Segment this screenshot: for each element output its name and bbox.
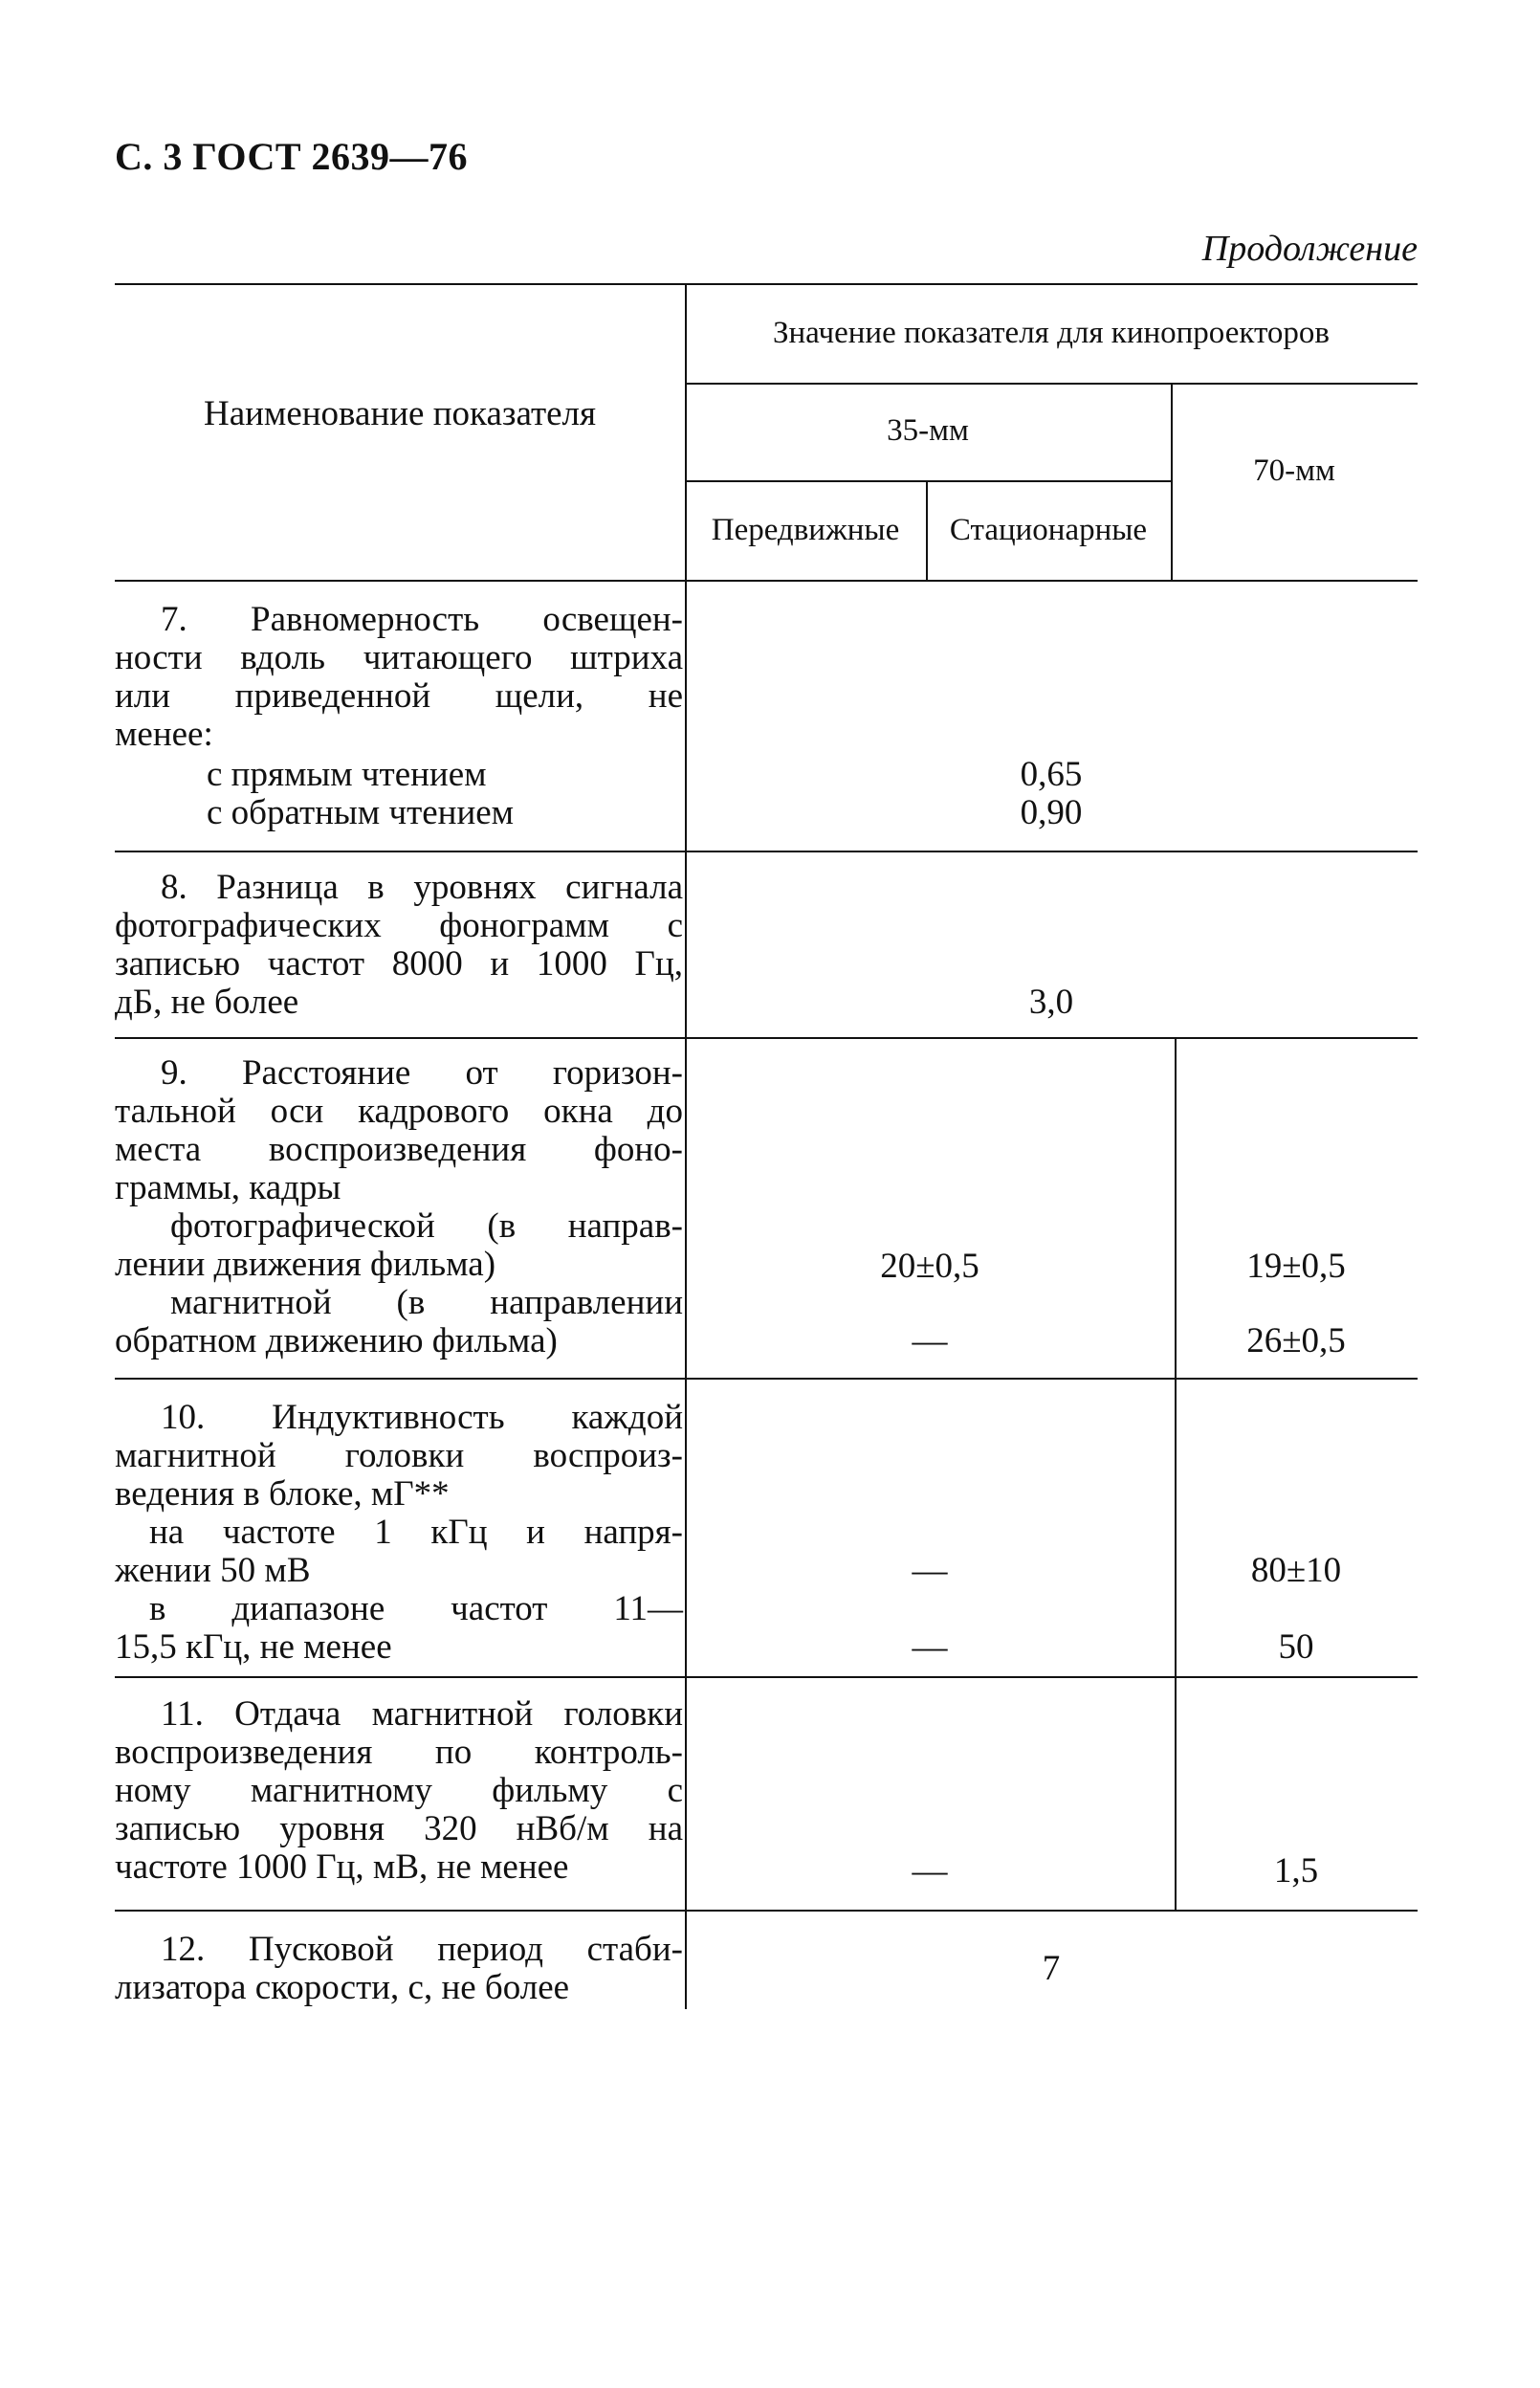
- row10-value70-2: 50: [1278, 1627, 1314, 1667]
- rule-row9: [115, 1378, 1418, 1380]
- rule-row11: [115, 1910, 1418, 1912]
- header-70mm: 70-мм: [1253, 453, 1335, 488]
- row7-line4: менее:: [115, 715, 213, 754]
- row8-line3: записью частот 8000 и 1000 Гц,: [115, 944, 683, 984]
- row9-value35-1: 20±0,5: [880, 1247, 979, 1286]
- row9-line1: 9. Расстояние от горизон-: [161, 1053, 683, 1093]
- row11-line5: частоте 1000 Гц, мВ, не менее: [115, 1847, 569, 1887]
- rule-row7: [115, 851, 1418, 852]
- continuation-label: Продолжение: [1201, 229, 1418, 269]
- row7-line2: ности вдоль читающего штриха: [115, 638, 683, 677]
- row10-value70-1: 80±10: [1250, 1551, 1342, 1590]
- rule-top: [115, 283, 1418, 285]
- row11-value70: 1,5: [1273, 1851, 1319, 1890]
- row12-line2: лизатора скорости, с, не более: [115, 1968, 570, 2007]
- row8-line1: 8. Разница в уровнях сигнала: [161, 868, 683, 907]
- row9-value70-2: 26±0,5: [1246, 1321, 1346, 1360]
- row9-line3: места воспроизведения фоно-: [115, 1130, 683, 1169]
- rule-col-70mm-rows: [1175, 1037, 1177, 1910]
- rule-value-header: [685, 383, 1418, 385]
- row9-value70-1: 19±0,5: [1246, 1247, 1346, 1286]
- parameters-table: [115, 283, 1418, 2009]
- row7-sub2: с обратным чтением: [207, 793, 515, 832]
- row10-line1: 10. Индуктивность каждой: [161, 1398, 683, 1437]
- rule-35mm: [685, 480, 1171, 482]
- row10-line4: на частоте 1 кГц и напря-: [149, 1513, 683, 1552]
- rule-row10: [115, 1676, 1418, 1678]
- row11-line2: воспроизведения по контроль-: [115, 1733, 683, 1772]
- row10-line2: магнитной головки воспроиз-: [115, 1436, 683, 1475]
- row7-value1: 0,65: [1020, 755, 1083, 794]
- row7-sub1: с прямым чтением: [207, 755, 487, 794]
- header-mobile: Передвижные: [711, 513, 900, 547]
- row9-line6: лении движения фильма): [115, 1245, 496, 1284]
- row9-line4: граммы, кадры: [115, 1168, 341, 1207]
- row10-line6: в диапазоне частот 11—: [149, 1589, 683, 1628]
- row8-line4: дБ, не более: [115, 983, 299, 1022]
- row8-line2: фотографических фонограмм с: [115, 906, 683, 945]
- header-stationary: Стационарные: [949, 513, 1148, 547]
- rule-row8: [115, 1037, 1418, 1039]
- col-name-header: Наименование показателя: [203, 394, 597, 433]
- row11-line1: 11. Отдача магнитной головки: [161, 1694, 683, 1734]
- row10-line5: жении 50 мВ: [115, 1551, 311, 1590]
- header-35mm: 35-мм: [887, 413, 969, 448]
- row10-line7: 15,5 кГц, не менее: [115, 1627, 392, 1667]
- rule-header-bottom: [115, 580, 1418, 582]
- row10-value35-2: —: [912, 1627, 948, 1667]
- page-header: С. 3 ГОСТ 2639—76: [115, 135, 469, 178]
- row7-line3: или приведенной щели, не: [115, 676, 683, 716]
- row12-line1: 12. Пусковой период стаби-: [161, 1930, 683, 1969]
- row11-value35: —: [912, 1851, 948, 1890]
- row7-value2: 0,90: [1020, 793, 1083, 832]
- row9-line8: обратном движению фильма): [115, 1321, 558, 1360]
- row10-line3: ведения в блоке, мГ**: [115, 1474, 450, 1514]
- row12-value: 7: [1042, 1949, 1061, 1988]
- value-header: Значение показателя для кинопроекторов: [772, 316, 1331, 350]
- row10-value35-1: —: [912, 1551, 948, 1590]
- row7-line1: 7. Равномерность освещен-: [161, 600, 683, 639]
- row8-value: 3,0: [1028, 983, 1074, 1022]
- row9-line7: магнитной (в направлении: [170, 1283, 683, 1322]
- row11-line4: записью уровня 320 нВб/м на: [115, 1809, 683, 1848]
- row9-value35-2: —: [912, 1321, 948, 1360]
- row11-line3: ному магнитному фильму с: [115, 1771, 683, 1810]
- row9-line2: тальной оси кадрового окна до: [115, 1092, 683, 1131]
- row9-line5: фотографической (в направ-: [170, 1206, 683, 1246]
